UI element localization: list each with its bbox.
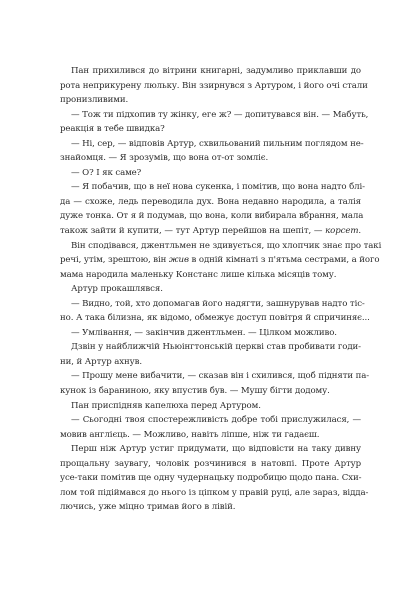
text-line: усе-таки помітив ще одну чудернацьку подробицю щодо пана. Схи-	[60, 473, 362, 484]
text-line: — Тож ти підхопив ту жінку, еге ж? — допитувався він. — Мабуть,	[71, 109, 369, 120]
text-line: да — схоже, ледь переводила дух. Вона недавно народила, а талія	[60, 196, 361, 207]
text-line: лючись, уже міцно тримав його в лівій.	[60, 502, 236, 513]
text-line: прощальну заувагу, чоловік розчинився в натовпі. Проте Артур	[60, 458, 361, 469]
text-line: пронизливими.	[60, 95, 129, 106]
text-line: — Я побачив, що в неї нова сукенка, і помітив, що вона надто блі-	[71, 182, 365, 193]
text-line: Пан приспідняв капелюха перед Артуром.	[71, 400, 261, 411]
text-line: рота неприкурену люльку. Він ззирнувся з Артуром, і його очі стали	[60, 80, 368, 91]
text-line: Він сподівався, джентльмен не здивується, що хлопчик знає про такі	[71, 240, 382, 251]
text-line: мовив англієць. — Можливо, навіть ліпше, ніж ти гадаєш.	[60, 429, 320, 440]
text-line: мама народила маленьку Констанс лише кілька місяців тому.	[60, 269, 337, 280]
text-line: — Видно, той, хто допомагав його надягти, зашнурував надто тіс-	[71, 298, 365, 309]
text-line: лом той підіймався до нього із ціпком у правій руці, але зараз, відда-	[60, 487, 369, 498]
italic-word: жив	[168, 255, 189, 266]
text-line: Дзвін у найближчій Ньюінгтонській церкві став пробивати годи-	[71, 342, 361, 353]
text-line: — Умлівання, — закінчив джентльмен. — Цілком можливо.	[71, 327, 337, 338]
text-line: дуже тонка. От я й подумав, що вона, коли вибирала вбрання, мала	[60, 211, 364, 222]
text-line: — Сьогодні твоя спостережливість добре тобі прислужилася, —	[71, 415, 361, 426]
text-line: речі, утім, зрештою, він жив в одній кімнаті з п'ятьма сестрами, а його	[60, 255, 380, 266]
italic-word: корсет.	[325, 226, 361, 237]
body-text	[60, 64, 382, 515]
text-line: ни, й Артур ахнув.	[60, 356, 142, 367]
text-line: знайомця. — Я зрозумів, що вона от-от зомліє.	[60, 153, 269, 164]
text-line: реакція в тебе швидка?	[60, 124, 165, 135]
text-line: кунок із бараниною, яку впустив був. — Мушу бігти додому.	[60, 386, 330, 397]
text-line: — О? І як саме?	[71, 167, 142, 178]
text-line: — Прошу мене вибачити, — сказав він і схилився, щоб підняти па-	[71, 371, 370, 382]
text-line: Перш ніж Артур устиг придумати, що відповісти на таку дивну	[71, 444, 361, 455]
text-line: також зайти й купити, — тут Артур перейшов на шепіт, — корсет.	[60, 226, 361, 237]
text-line: но. А така білизна, як відомо, обмежує доступ повітря й спричиняє...	[60, 313, 370, 324]
text-line: — Ні, сер, — відповів Артур, схвильований пильним поглядом не-	[71, 138, 364, 149]
text-line: Пан прихилився до вітрини книгарні, задумливо приклавши до	[71, 66, 361, 76]
text-line: Артур прокашлявся.	[71, 284, 163, 295]
